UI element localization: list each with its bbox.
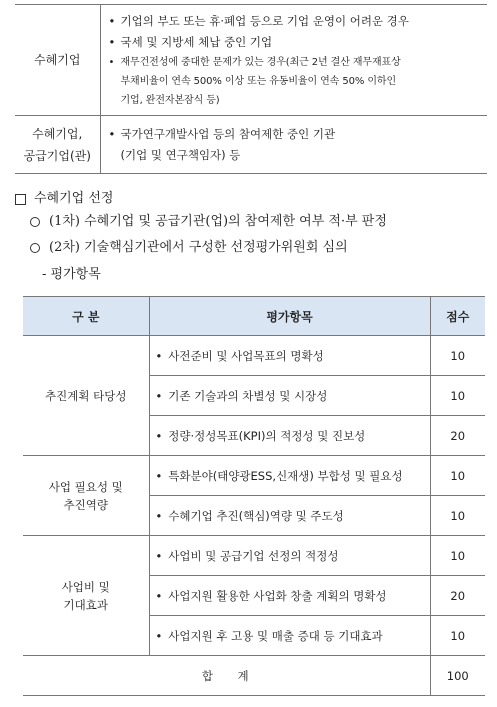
section-heading <box>15 190 113 208</box>
bullet-item-continuation: 기업, 완전자본잠식 등) <box>120 94 220 106</box>
table-header-row <box>23 297 485 336</box>
section-title: 수혜기업 선정 <box>34 191 114 206</box>
item-text: 사전준비 및 사업목표의 명확성 <box>168 348 324 363</box>
row-label-text: 공급기업(관) <box>23 148 91 163</box>
square-bullet-icon <box>15 194 26 205</box>
total-score: 100 <box>430 656 485 696</box>
bullet-icon: • <box>155 588 163 603</box>
table-row <box>23 536 485 576</box>
item-text: 수혜기업 추진(핵심)역량 및 주도성 <box>168 508 344 523</box>
circle-bullet-icon <box>30 217 40 227</box>
bullet-icon: • <box>155 428 163 443</box>
bullet-icon: • <box>155 508 163 523</box>
item-cell <box>149 416 430 456</box>
total-label: 합 계 <box>23 656 430 696</box>
bullet-icon: • <box>155 348 163 363</box>
restriction-table <box>15 4 487 174</box>
criteria-text: (2차) 기술핵심기관에서 구성한 선정평가위원회 심의 <box>49 240 348 255</box>
bullet-item-continuation: 부채비율이 연속 500% 이상 또는 유동비율이 연속 50% 이하인 <box>120 75 397 87</box>
category-text: 추진역량 <box>63 497 108 512</box>
row-label <box>15 116 100 174</box>
table-row <box>15 116 487 174</box>
table-row <box>15 5 487 116</box>
category-cell <box>23 336 149 456</box>
bullet-icon: • <box>155 388 163 403</box>
item-cell <box>149 536 430 576</box>
evaluation-table <box>23 296 485 696</box>
score-cell: 10 <box>430 536 485 576</box>
item-cell <box>149 336 430 376</box>
table-row <box>23 336 485 376</box>
bullet-icon: • <box>155 468 163 483</box>
row-label <box>15 5 100 116</box>
bullet-item: • 국세 및 지방세 체납 중인 기업 <box>107 32 482 53</box>
item-text: 기존 기술과의 차별성 및 시장성 <box>168 388 328 403</box>
score-cell: 10 <box>430 336 485 376</box>
row-label-text: 수혜기업, <box>32 126 83 141</box>
total-row <box>23 656 485 696</box>
criteria-line-1 <box>30 213 387 231</box>
category-text: 사업비 및 <box>61 579 110 594</box>
category-cell <box>23 456 149 536</box>
item-cell <box>149 456 430 496</box>
item-text: 사업지원 후 고용 및 매출 증대 등 기대효과 <box>168 628 383 643</box>
item-cell <box>149 376 430 416</box>
row-description <box>100 5 487 116</box>
item-text: 사업비 및 공급기업 선정의 적정성 <box>168 548 339 563</box>
item-cell <box>149 496 430 536</box>
item-text: 정량·정성목표(KPI)의 적정성 및 진보성 <box>168 428 366 443</box>
bullet-icon: • <box>155 548 163 563</box>
row-label-text: 수혜기업 <box>34 53 81 67</box>
header-item: 평가항목 <box>149 297 430 336</box>
header-category: 구 분 <box>23 297 149 336</box>
bullet-item-continuation: (기업 및 연구책임자) 등 <box>120 147 241 162</box>
item-text: 사업지원 활용한 사업화 창출 계획의 명확성 <box>168 588 387 603</box>
score-cell: 20 <box>430 576 485 616</box>
score-cell: 10 <box>430 616 485 656</box>
evaluation-table-body <box>23 336 485 696</box>
category-text: 기대효과 <box>63 597 108 612</box>
criteria-line-2 <box>30 239 348 257</box>
row-description <box>100 116 487 174</box>
item-text: 특화분야(태양광ESS,신재생) 부합성 및 필요성 <box>168 468 403 483</box>
score-cell: 10 <box>430 456 485 496</box>
criteria-text: (1차) 수혜기업 및 공급기관(업)의 참여제한 여부 적·부 판정 <box>49 214 387 229</box>
bullet-icon: • <box>155 628 163 643</box>
category-cell <box>23 536 149 656</box>
score-cell: 10 <box>430 496 485 536</box>
category-text: 사업 필요성 및 <box>48 479 123 494</box>
bullet-item: • 재무건전성에 중대한 문제가 있는 경우(최근 2년 결산 재무재표상 <box>107 53 482 72</box>
bullet-item: • 기업의 부도 또는 휴·폐업 등으로 기업 운영이 어려운 경우 <box>107 11 482 32</box>
score-cell: 10 <box>430 376 485 416</box>
circle-bullet-icon <box>30 243 40 253</box>
item-cell <box>149 576 430 616</box>
header-score: 점수 <box>430 297 485 336</box>
score-cell: 20 <box>430 416 485 456</box>
sub-heading: - 평가항목 <box>42 267 101 282</box>
bullet-item: • 국가연구개발사업 등의 참여제한 중인 기관 <box>107 124 482 145</box>
category-text: 추진계획 타당성 <box>45 388 127 403</box>
table-row <box>23 456 485 496</box>
item-cell <box>149 616 430 656</box>
